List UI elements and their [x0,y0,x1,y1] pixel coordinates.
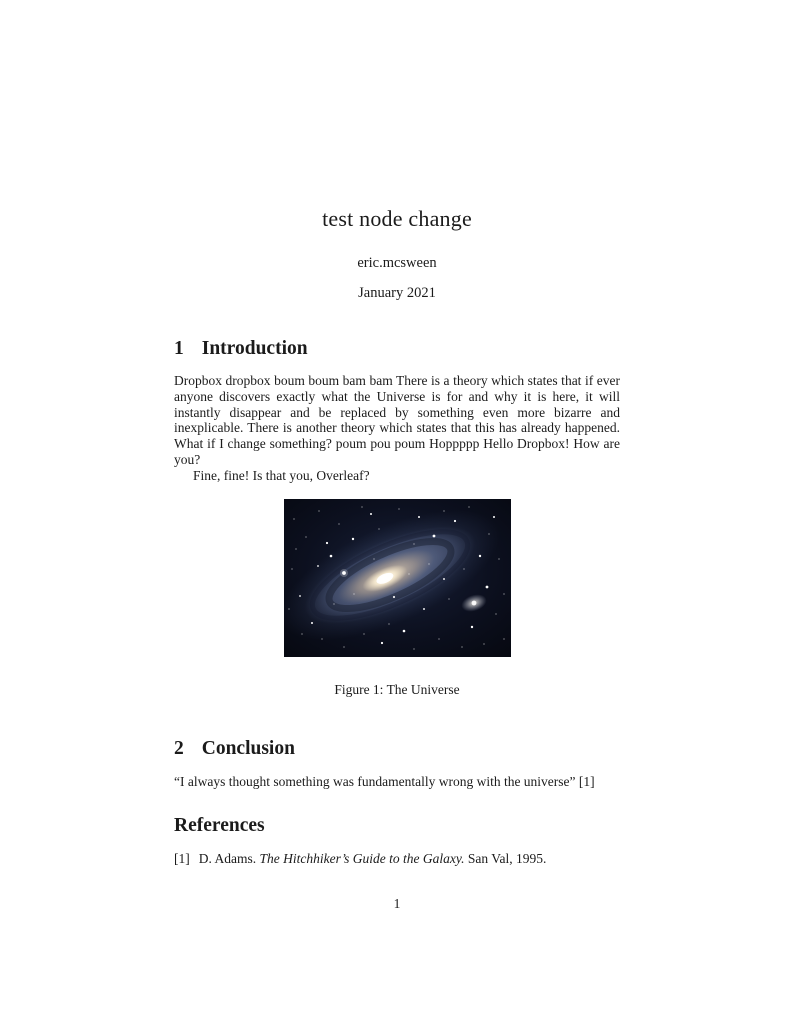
reference-title: The Hitchhiker’s Guide to the Galaxy. [259,851,465,867]
section-number: 1 [174,338,184,359]
text-column [174,0,620,867]
reference-item [174,851,620,867]
figure-block [174,499,620,698]
figure-caption: Figure 1: The Universe [334,681,460,697]
galaxy-image [284,499,511,657]
section-number: 2 [174,737,184,759]
reference-publisher: San Val, 1995. [467,851,547,867]
document-date: January 2021 [358,285,436,301]
introduction-paragraph: Dropbox dropbox boum boum bam bam There is a theory which states that if ever anyone discovers exactly what the Universe is for and why it is here, it will instantly disappear and be replaced by something even more bizarre and inexplicable. There is another theory which states that this has already happened. What if I change something? poum pou poum Hoppppp Hello Dropbox! How are you? [174,373,620,467]
reference-authors: D. Adams. [198,851,257,867]
introduction-paragraph-2: Fine, fine! Is that you, Overleaf? [193,467,370,483]
page-number: 1 [393,896,401,911]
section-title: Conclusion [201,737,295,759]
document-title: test node change [322,206,472,231]
section-title: Introduction [201,338,308,359]
reference-label: [1] [174,851,190,867]
conclusion-quote: “I always thought something was fundamentally wrong with the universe” [1] [174,773,595,789]
galaxy-image-svg [284,499,511,657]
document-author: eric.mcsween [357,255,437,271]
reference-text [199,851,547,867]
references-heading: References [174,815,265,837]
section-heading-conclusion [174,738,620,760]
section-heading-introduction [174,338,620,360]
